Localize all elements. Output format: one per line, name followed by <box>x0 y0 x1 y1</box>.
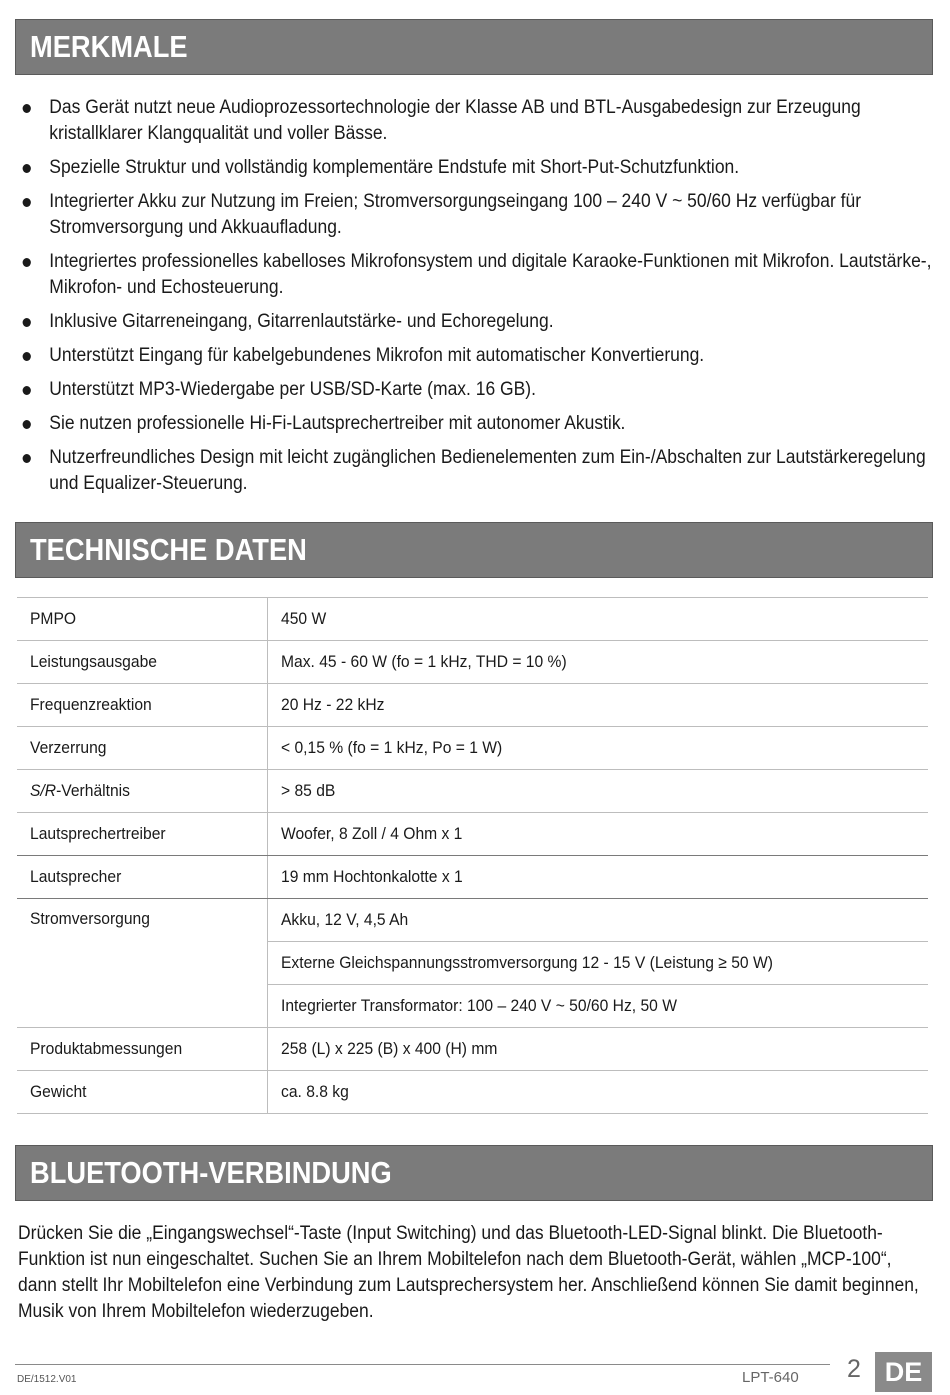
spec-label: Verzerrung <box>17 727 268 770</box>
bullet-icon <box>23 164 31 173</box>
list-item <box>18 309 932 335</box>
feature-text: Nutzerfreundliches Design mit leicht zugänglichen Bedienelementen zum Ein-/Abschalten zur Lautstärkeregelung und Equalizer-Steuerung. <box>49 447 926 494</box>
language-badge <box>875 1352 932 1392</box>
footer-model: LPT-640 <box>742 1369 799 1386</box>
spec-label: Stromversorgung <box>17 899 268 1028</box>
table-row <box>17 813 928 856</box>
list-item <box>18 343 932 369</box>
feature-text: Das Gerät nutzt neue Audioprozessortechnologie der Klasse AB und BTL-Ausgabedesign zur Erzeugung kristallklarer Klangqualität und voller Bässe. <box>49 97 861 144</box>
features-list <box>18 95 932 505</box>
list-item <box>18 189 932 241</box>
list-item <box>18 95 932 147</box>
spec-label: Lautsprecher <box>17 856 268 899</box>
feature-text: Unterstützt MP3-Wiedergabe per USB/SD-Karte (max. 16 GB). <box>49 379 536 400</box>
feature-text: Unterstützt Eingang für kabelgebundenes Mikrofon mit automatischer Konvertierung. <box>49 345 705 366</box>
table-row <box>17 1071 928 1114</box>
spec-label-rest: -Verhältnis <box>56 781 130 800</box>
list-item <box>18 155 932 181</box>
spec-label <box>17 770 268 813</box>
list-item <box>18 377 932 403</box>
table-row <box>17 1028 928 1071</box>
section-header-bluetooth <box>15 1145 933 1201</box>
bullet-icon <box>23 386 31 395</box>
bullet-icon <box>23 258 31 267</box>
table-row <box>17 684 928 727</box>
bluetooth-instructions: Drücken Sie die „Eingangswechsel“-Taste (Input Switching) und das Bluetooth-LED-Signal blinkt. Die Bluetooth-Funktion ist nun eingeschaltet. Suchen Sie an Ihrem Mobiltelefon nach dem Bluetooth-Gerät, wählen „MCP-100“, dann stellt Ihr Mobiltelefon eine Verbindung zum Lautsprechersystem her. Anschließend können Sie damit beginnen, Musik von Ihrem Mobiltelefon wiederzugeben. <box>18 1223 919 1322</box>
footer-divider <box>15 1364 830 1365</box>
list-item <box>18 249 932 301</box>
bullet-icon <box>23 104 31 113</box>
spec-value: 450 W <box>268 598 929 641</box>
table-row <box>17 641 928 684</box>
footer-doc-code: DE/1512.V01 <box>17 1374 77 1385</box>
feature-text: Integriertes professionelles kabelloses Mikrofonsystem und digitale Karaoke-Funktionen mit Mikrofon. Lautstärke-, Mikrofon- und Echosteuerung. <box>49 251 932 298</box>
spec-label: PMPO <box>17 598 268 641</box>
table-row <box>17 727 928 770</box>
bullet-icon <box>23 454 31 463</box>
spec-value: > 85 dB <box>268 770 929 813</box>
section-header-technische-daten <box>15 522 933 578</box>
spec-value: < 0,15 % (fo = 1 kHz, Po = 1 W) <box>268 727 929 770</box>
spec-value: Integrierter Transformator: 100 – 240 V ~ 50/60 Hz, 50 W <box>268 985 929 1028</box>
spec-value: ca. 8.8 kg <box>268 1071 929 1114</box>
page-number: 2 <box>847 1355 861 1383</box>
feature-text: Spezielle Struktur und vollständig komplementäre Endstufe mit Short-Put-Schutzfunktion. <box>49 157 740 178</box>
spec-value: Woofer, 8 Zoll / 4 Ohm x 1 <box>268 813 929 856</box>
spec-label-italic: S/R <box>30 781 57 800</box>
table-row <box>17 856 928 899</box>
spec-label: Leistungsausgabe <box>17 641 268 684</box>
feature-text: Sie nutzen professionelle Hi-Fi-Lautsprechertreiber mit autonomer Akustik. <box>49 413 626 434</box>
spec-value: Max. 45 - 60 W (fo = 1 kHz, THD = 10 %) <box>268 641 929 684</box>
table-row <box>17 899 928 942</box>
spec-value: 258 (L) x 225 (B) x 400 (H) mm <box>268 1028 929 1071</box>
section-title-merkmale: MERKMALE <box>30 29 188 64</box>
table-row <box>17 770 928 813</box>
spec-value: Externe Gleichspannungsstromversorgung 12 - 15 V (Leistung ≥ 50 W) <box>268 942 929 985</box>
language-label: DE <box>884 1357 923 1387</box>
section-title-technische-daten: TECHNISCHE DATEN <box>30 532 307 567</box>
bullet-icon <box>23 318 31 327</box>
section-header-merkmale <box>15 19 933 75</box>
specs-table <box>17 597 928 1114</box>
spec-value: Akku, 12 V, 4,5 Ah <box>268 899 929 942</box>
spec-label: Lautsprechertreiber <box>17 813 268 856</box>
spec-value: 20 Hz - 22 kHz <box>268 684 929 727</box>
spec-label: Frequenzreaktion <box>17 684 268 727</box>
spec-label: Gewicht <box>17 1071 268 1114</box>
feature-text: Integrierter Akku zur Nutzung im Freien; Stromversorgungseingang 100 – 240 V ~ 50/60 Hz verfügbar für Stromversorgung und Akkuaufladung. <box>49 191 862 238</box>
section-title-bluetooth: BLUETOOTH-VERBINDUNG <box>30 1155 392 1190</box>
table-row <box>17 598 928 641</box>
spec-value: 19 mm Hochtonkalotte x 1 <box>268 856 929 899</box>
bullet-icon <box>23 198 31 207</box>
bullet-icon <box>23 420 31 429</box>
list-item <box>18 445 932 497</box>
spec-label: Produktabmessungen <box>17 1028 268 1071</box>
feature-text: Inklusive Gitarreneingang, Gitarrenlautstärke- und Echoregelung. <box>49 311 554 332</box>
list-item <box>18 411 932 437</box>
bullet-icon <box>23 352 31 361</box>
